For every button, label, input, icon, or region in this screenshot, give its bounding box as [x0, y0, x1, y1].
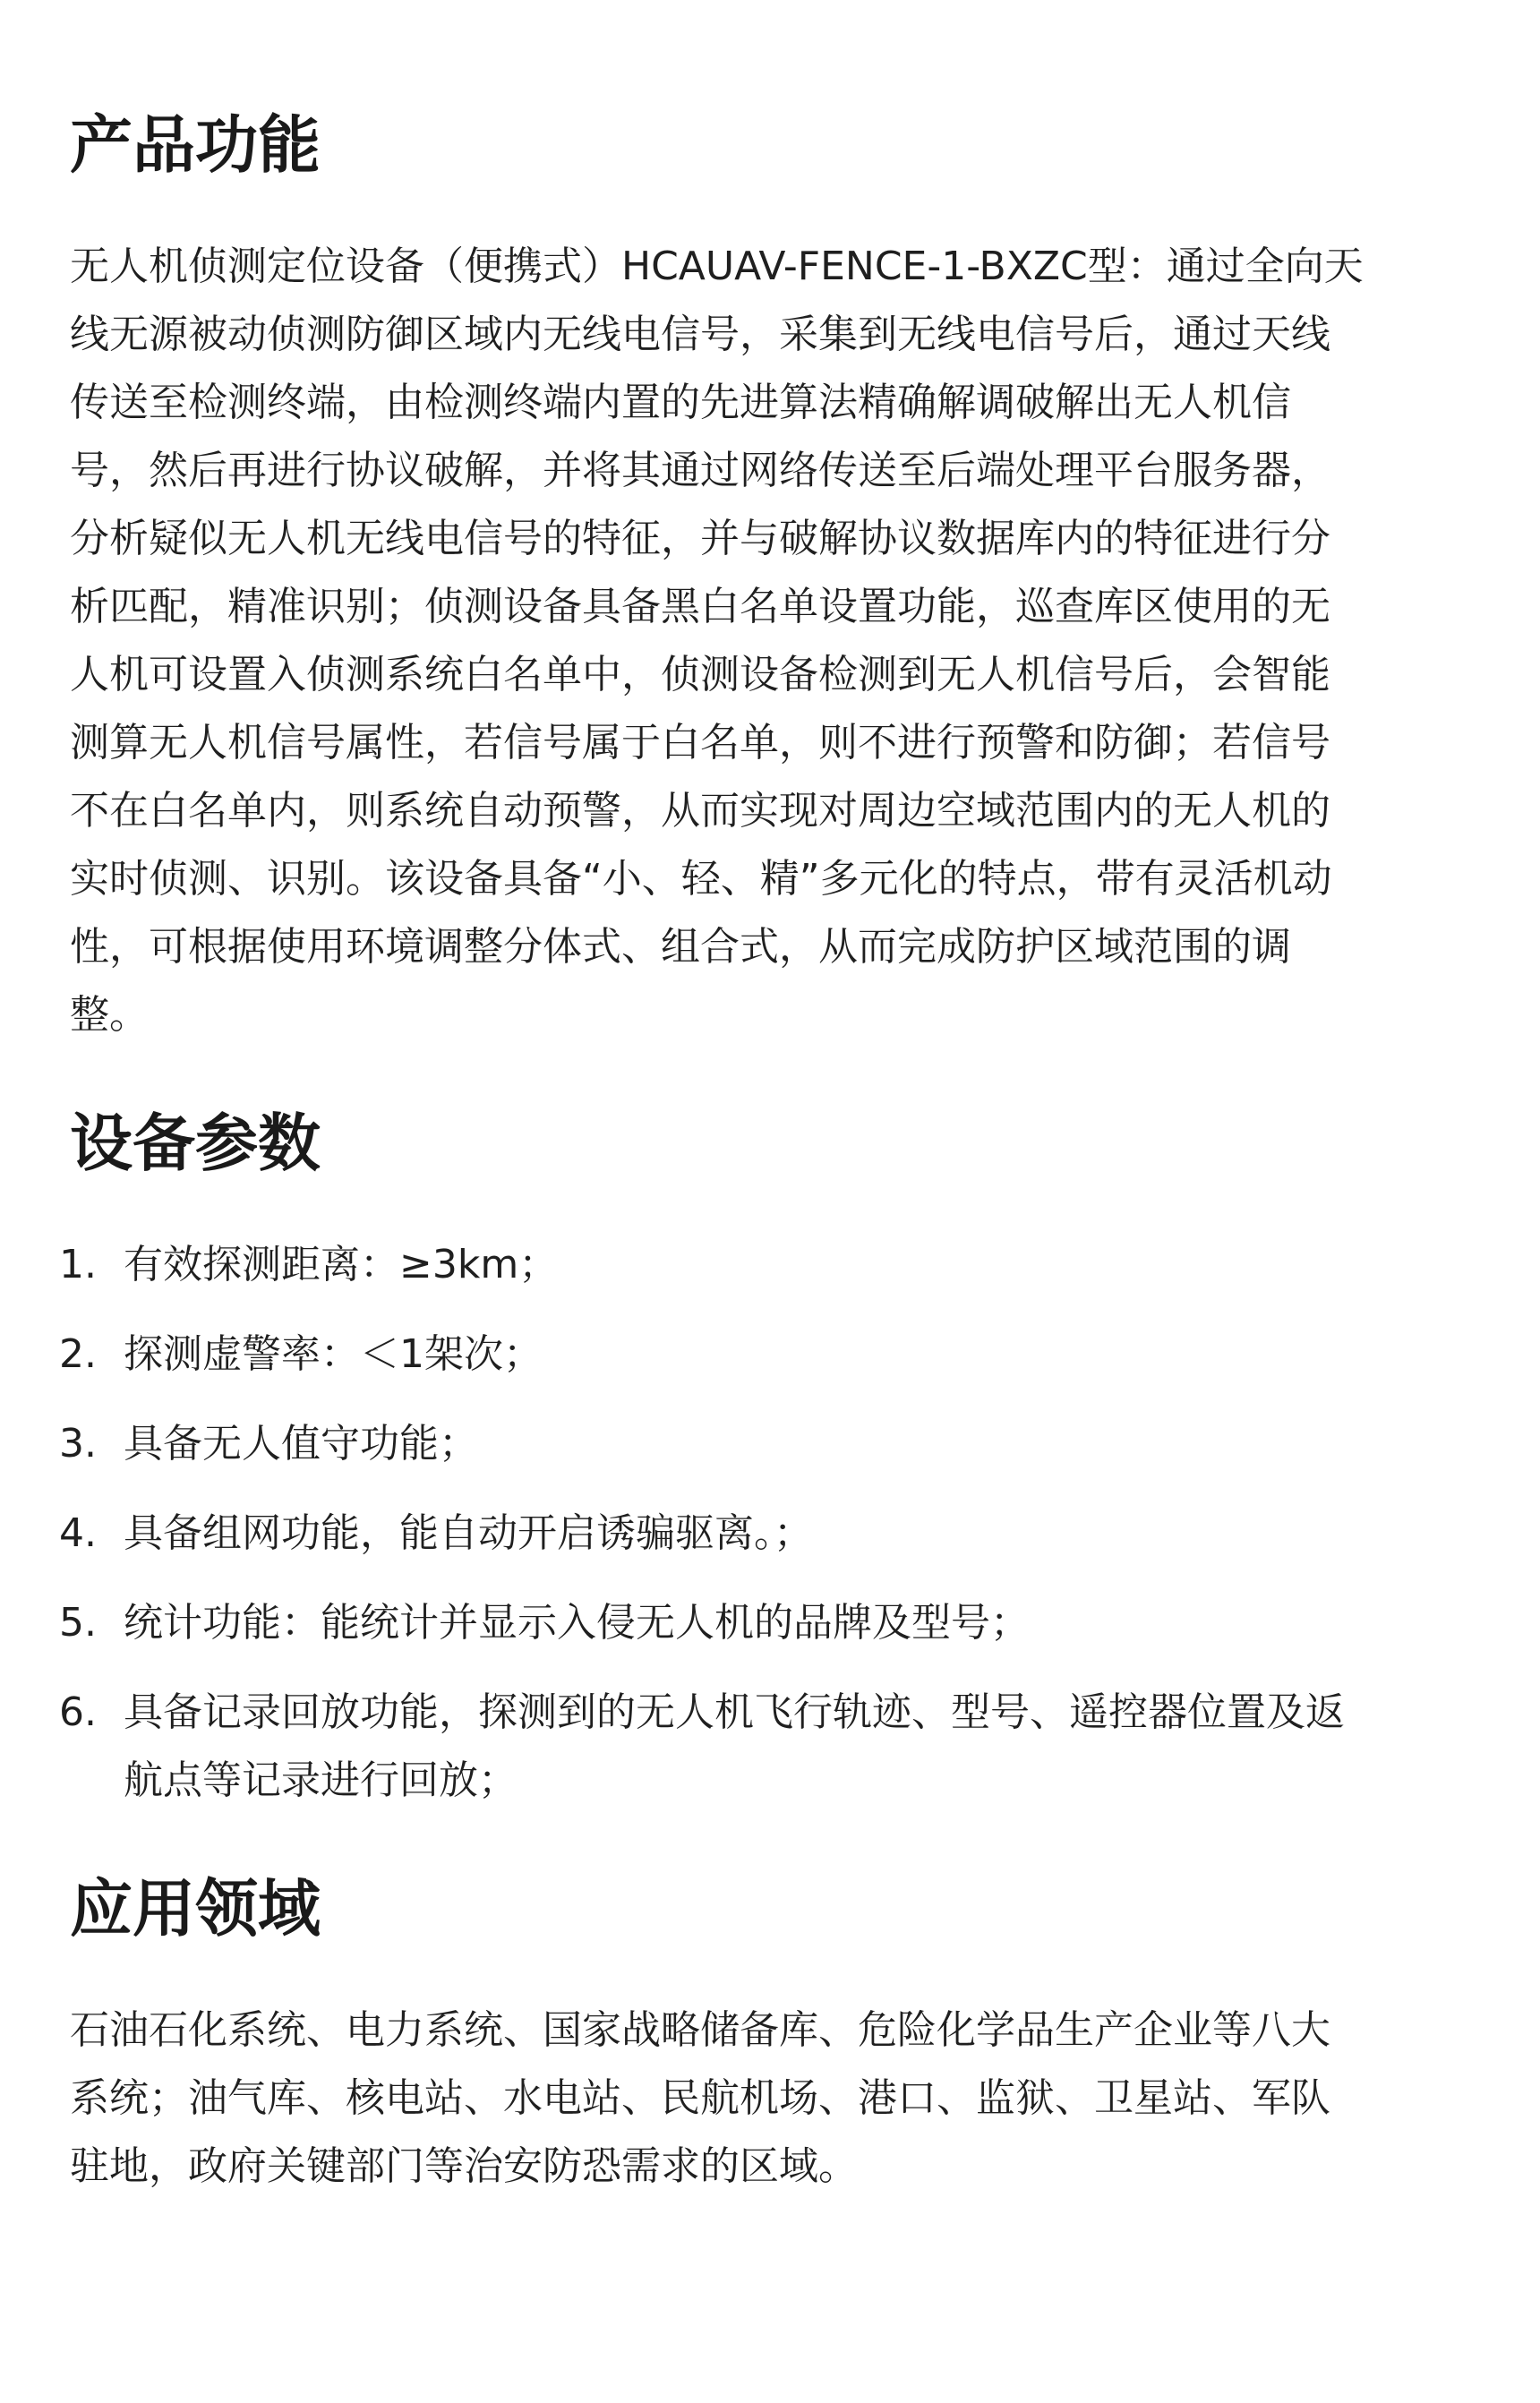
- features-line: 整。: [70, 992, 149, 1038]
- params-list: [0, 1231, 1540, 1836]
- features-title: 产品功能: [70, 108, 321, 182]
- list-item-text: 航点等记录进行回放；: [124, 1757, 518, 1803]
- features-line: 分析疑似无人机无线电信号的特征，并与破解协议数据库内的特征进行分: [70, 516, 1330, 561]
- list-item: [0, 1500, 1540, 1568]
- list-item: [0, 1321, 1540, 1389]
- applications-line: 石油石化系统、电力系统、国家战略储备库、危险化学品生产企业等八大: [70, 2007, 1330, 2053]
- list-item-text: 统计功能：能统计并显示入侵无人机的品牌及型号；: [124, 1600, 1030, 1646]
- features-line: 人机可设置入侦测系统白名单中，侦测设备检测到无人机信号后，会智能: [70, 652, 1330, 697]
- applications-line: 驻地，政府关键部门等治安防恐需求的区域。: [70, 2143, 858, 2189]
- features-line: 线无源被动侦测防御区域内无线电信号，采集到无线电信号后，通过天线: [70, 312, 1330, 357]
- features-line: 析匹配，精准识别；侦测设备具备黑白名单设置功能，巡查库区使用的无: [70, 584, 1330, 629]
- params-title: 设备参数: [70, 1107, 321, 1180]
- list-item-text: 有效探测距离：≥3km；: [124, 1242, 559, 1287]
- features-line: 测算无人机信号属性，若信号属于白名单，则不进行预警和防御；若信号: [70, 720, 1330, 765]
- list-item-number: 2.: [59, 1331, 97, 1377]
- list-item: [0, 1589, 1540, 1657]
- list-item: [0, 1410, 1540, 1478]
- list-item-number: 4.: [59, 1510, 97, 1556]
- features-line: 实时侦测、识别。该设备具备“小、轻、精”多元化的特点，带有灵活机动: [70, 856, 1332, 902]
- list-item-number: 3.: [59, 1421, 97, 1467]
- features-line: 无人机侦测定位设备（便携式）HCAUAV-FENCE-1-BXZC型：通过全向天: [70, 244, 1364, 289]
- applications-title: 应用领域: [70, 1872, 321, 1945]
- list-item-text: 具备组网功能，能自动开启诱骗驱离。；: [124, 1510, 813, 1556]
- list-item-text: 探测虚警率：＜1架次；: [124, 1331, 543, 1377]
- features-line: 号，然后再进行协议破解，并将其通过网络传送至后端处理平台服务器，: [70, 448, 1330, 493]
- list-item-number: 5.: [59, 1600, 97, 1646]
- features-paragraph: [70, 233, 1467, 1049]
- list-item-number: 6.: [59, 1689, 97, 1735]
- features-line: 不在白名单内，则系统自动预警，从而实现对周边空域范围内的无人机的: [70, 788, 1330, 834]
- features-line: 性，可根据使用环境调整分体式、组合式，从而完成防护区域范围的调: [70, 924, 1291, 970]
- features-line: 传送至检测终端，由检测终端内置的先进算法精确解调破解出无人机信: [70, 380, 1291, 425]
- list-item: [0, 1679, 1540, 1815]
- applications-paragraph: [70, 1997, 1467, 2201]
- list-item-number: 1.: [59, 1242, 97, 1287]
- list-item-text: 具备无人值守功能；: [124, 1421, 478, 1467]
- applications-line: 系统；油气库、核电站、水电站、民航机场、港口、监狱、卫星站、军队: [70, 2075, 1330, 2121]
- list-item: [0, 1231, 1540, 1299]
- list-item-text: 具备记录回放功能，探测到的无人机飞行轨迹、型号、遥控器位置及返: [124, 1689, 1345, 1735]
